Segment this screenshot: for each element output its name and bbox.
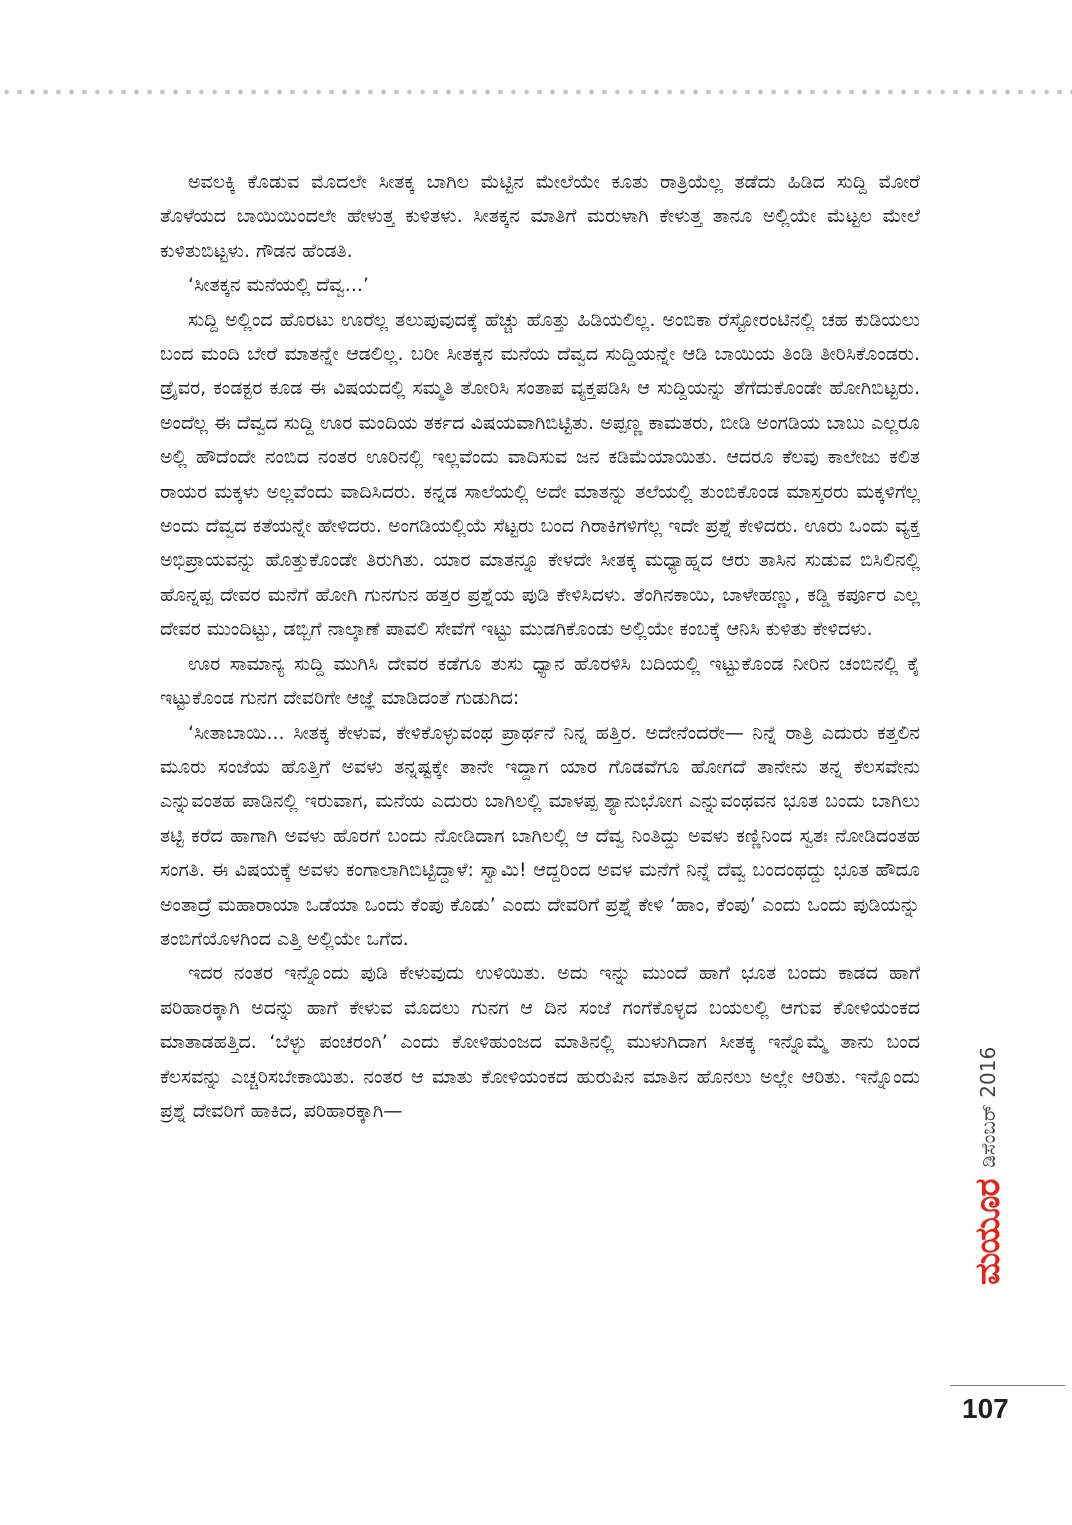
page-number-rule — [950, 1385, 1065, 1386]
page-number: 107 — [962, 1393, 1009, 1424]
magazine-side-label — [933, 1046, 1043, 1285]
article-paragraph-6: ಇದರ ನಂತರ ಇನ್ನೊಂದು ಪುಡಿ ಕೇಳುವುದು ಉಳಿಯಿತು. ಅದು ಇನ್ನು ಮುಂದೆ ಹಾಗೆ ಭೂತ ಬಂದು ಕಾಡದ ಹಾಗೆ ಪರಿಹಾರಕ್ಕಾಗಿ ಅದನ್ನು ಹಾಗೆ ಕೇಳುವ ಮೊದಲು ಗುನಗ ಆ ದಿನ ಸಂಜೆ ಗಂಗೆಕೊಳ್ಳದ ಬಯಲಲ್ಲಿ ಆಗುವ ಕೋಳಿಯಂಕದ ಮಾತಾಡಹತ್ತಿದ. ‘ಬೆಳ್ಳು ಪಂಚರಂಗಿ’ ಎಂದು ಕೋಳಿಹುಂಜದ ಮಾತಿನಲ್ಲಿ ಮುಳುಗಿದಾಗ ಸೀತಕ್ಕ ಇನ್ನೊಮ್ಮೆ ತಾನು ಬಂದ ಕೆಲಸವನ್ನು ಎಚ್ಚರಿಸಬೇಕಾಯಿತು. ನಂತರ ಆ ಮಾತು ಕೋಳಿಯಂಕದ ಹುರುಪಿನ ಮಾತಿನ ಹೊನಲು ಅಲ್ಲೇ ಆರಿತು. ಇನ್ನೊಂದು ಪ್ರಶ್ನೆ ದೇವರಿಗೆ ಹಾಕಿದ, ಪರಿಹಾರಕ್ಕಾಗಿ— — [160, 962, 920, 1122]
issue-date: ಡಿಸೆಂಬರ್ 2016 — [976, 1046, 1000, 1168]
article-paragraph-4: ಊರ ಸಾಮಾನ್ಯ ಸುದ್ದಿ ಮುಗಿಸಿ ದೇವರ ಕಡೆಗೂ ತುಸು ಧ್ಯಾನ ಹೊರಳಿಸಿ ಬದಿಯಲ್ಲಿ ಇಟ್ಟುಕೊಂಡ ನೀರಿನ ಚಂಬಿನಲ್ಲಿ ಕೈ ಇಟ್ಟುಕೊಂಡ ಗುನಗ ದೇವರಿಗೇ ಆಜ್ಞೆ ಮಾಡಿದಂತೆ ಗುಡುಗಿದ: — [160, 652, 920, 710]
dotted-header-rule — [0, 88, 1072, 96]
article-paragraph-1: ಅವಲಕ್ಕಿ ಕೊಡುವ ಮೊದಲೇ ಸೀತಕ್ಕ ಬಾಗಿಲ ಮೆಟ್ಟಿನ ಮೇಲೆಯೇ ಕೂತು ರಾತ್ರಿಯೆಲ್ಲ ತಡೆದು ಹಿಡಿದ ಸುದ್ದಿ ಮೋರೆ ತೊಳೆಯದ ಬಾಯಿಯಿಂದಲೇ ಹೇಳುತ್ತ ಕುಳಿತಳು. ಸೀತಕ್ಕನ ಮಾತಿಗೆ ಮರುಳಾಗಿ ಕೇಳುತ್ತ ತಾನೂ ಅಲ್ಲಿಯೇ ಮೆಟ್ಟಲ ಮೇಲೆ ಕುಳಿತುಬಿಟ್ಟಳು. ಗೌಡನ ಹೆಂಡತಿ. — [160, 171, 920, 262]
magazine-logo: ಮಯೂರ — [968, 1179, 1008, 1285]
article-paragraph-3: ಸುದ್ದಿ ಅಲ್ಲಿಂದ ಹೊರಟು ಊರೆಲ್ಲ ತಲುಪುವುದಕ್ಕೆ ಹೆಚ್ಚು ಹೊತ್ತು ಹಿಡಿಯಲಿಲ್ಲ. ಅಂಬಿಕಾ ರೆಸ್ಟೋರಂಟಿನಲ್ಲಿ ಚಹ ಕುಡಿಯಲು ಬಂದ ಮಂದಿ ಬೇರೆ ಮಾತನ್ನೇ ಆಡಲಿಲ್ಲ. ಬರೀ ಸೀತಕ್ಕನ ಮನೆಯ ದೆವ್ವದ ಸುದ್ದಿಯನ್ನೇ ಆಡಿ ಬಾಯಿಯ ತಿಂಡಿ ತೀರಿಸಿಕೊಂಡರು. ಡ್ರೈವರ, ಕಂಡಕ್ಟರ ಕೂಡ ಈ ವಿಷಯದಲ್ಲಿ ಸಮ್ಮತಿ ತೋರಿಸಿ ಸಂತಾಪ ವ್ಯಕ್ತಪಡಿಸಿ ಆ ಸುದ್ದಿಯನ್ನು ತೆಗೆದುಕೊಂಡೇ ಹೋಗಿಬಿಟ್ಟರು. ಅಂದೆಲ್ಲ ಈ ದೆವ್ವದ ಸುದ್ದಿ ಊರ ಮಂದಿಯ ತರ್ಕದ ವಿಷಯವಾಗಿಬಿಟ್ಟಿತು. ಅಪ್ಪಣ್ಣ ಕಾಮತರು, ಬೀಡಿ ಅಂಗಡಿಯ ಬಾಬು ಎಲ್ಲರೂ ಅಲ್ಲಿ ಹೌದೆಂದೇ ನಂಬಿದ ನಂತರ ಊರಿನಲ್ಲಿ ಇಲ್ಲವೆಂದು ವಾದಿಸುವ ಜನ ಕಡಿಮೆಯಾಯಿತು. ಆದರೂ ಕೆಲವು ಕಾಲೇಜು ಕಲಿತ ರಾಯರ ಮಕ್ಕಳು ಅಲ್ಲವೆಂದು ವಾದಿಸಿದರು. ಕನ್ನಡ ಸಾಲೆಯಲ್ಲಿ ಅದೇ ಮಾತನ್ನು ತಲೆಯಲ್ಲಿ ತುಂಬಿಕೊಂಡ ಮಾಸ್ತರರು ಮಕ್ಕಳಿಗೆಲ್ಲ ಅಂದು ದೆವ್ವದ ಕತೆಯನ್ನೇ ಹೇಳಿದರು. ಅಂಗಡಿಯಲ್ಲಿಯೆ ಸೆಟ್ಟರು ಬಂದ ಗಿರಾಕಿಗಳಿಗೆಲ್ಲ ಇದೇ ಪ್ರಶ್ನೆ ಕೇಳಿದರು. ಊರು ಒಂದು ವ್ಯಕ್ತ ಅಭಿಪ್ರಾಯವನ್ನು ಹೊತ್ತುಕೊಂಡೇ ತಿರುಗಿತು. ಯಾರ ಮಾತನ್ನೂ ಕೇಳದೇ ಸೀತಕ್ಕ ಮಧ್ಯಾಹ್ನದ ಆರು ತಾಸಿನ ಸುಡುವ ಬಿಸಿಲಿನಲ್ಲಿ ಹೊನ್ನಪ್ಪ ದೇವರ ಮನೆಗೆ ಹೋಗಿ ಗುನಗುನ ಹತ್ತರ ಪ್ರಶ್ನೆಯ ಪುಡಿ ಕೇಳಿಸಿದಳು. ತೆಂಗಿನಕಾಯಿ, ಬಾಳೇಹಣ್ಣು, ಕಡ್ಡಿ ಕರ್ಪೂರ ಎಲ್ಲ ದೇವರ ಮುಂದಿಟ್ಟು, ಡಬ್ಬಿಗೆ ನಾಲ್ಕಾಣೆ ಪಾವಲಿ ಸೇವೆಗೆ ಇಟ್ಟು ಮುಡಗಿಕೊಂಡು ಅಲ್ಲಿಯೇ ಕಂಬಕ್ಕೆ ಆನಿಸಿ ಕುಳಿತು ಕೇಳಿದಳು. — [160, 308, 920, 641]
article-body — [160, 165, 920, 1128]
article-paragraph-5: ‘ಸೀತಾಬಾಯಿ... ಸೀತಕ್ಕ ಕೇಳುವ, ಕೇಳಿಕೊಳ್ಳುವಂಥ ಪ್ರಾರ್ಥನೆ ನಿನ್ನ ಹತ್ತಿರ. ಅದೇನೆಂದರೇ— ನಿನ್ನೆ ರಾತ್ರಿ ಎದುರು ಕತ್ತಲಿನ ಮೂರು ಸಂಜೆಯ ಹೊತ್ತಿಗೆ ಅವಳು ತನ್ನಷ್ಟಕ್ಕೇ ತಾನೇ ಇದ್ದಾಗ ಯಾರ ಗೊಡವೆಗೂ ಹೋಗದೆ ತಾನೇನು ತನ್ನ ಕೆಲಸವೇನು ಎನ್ನುವಂತಹ ಪಾಡಿನಲ್ಲಿ ಇರುವಾಗ, ಮನೆಯ ಎದುರು ಬಾಗಿಲಲ್ಲಿ ಮಾಳಪ್ಪ ಶ್ಯಾನುಭೋಗ ಎನ್ನುವಂಥವನ ಭೂತ ಬಂದು ಬಾಗಿಲು ತಟ್ಟಿ ಕರೆದ ಹಾಗಾಗಿ ಅವಳು ಹೊರಗೆ ಬಂದು ನೋಡಿದಾಗ ಬಾಗಿಲಲ್ಲಿ ಆ ದೆವ್ವ ನಿಂತಿದ್ದು ಅವಳು ಕಣ್ಣಿನಿಂದ ಸ್ವತಃ ನೋಡಿದಂತಹ ಸಂಗತಿ. ಈ ವಿಷಯಕ್ಕೆ ಅವಳು ಕಂಗಾಲಾಗಿಬಿಟ್ಟಿದ್ದಾಳೆ: ಸ್ವಾಮಿ! ಆದ್ದರಿಂದ ಅವಳ ಮನೆಗೆ ನಿನ್ನೆ ದೆವ್ವ ಬಂದಂಥದ್ದು ಭೂತ ಹೌದೂ ಅಂತಾದ್ರೆ ಮಹಾರಾಯಾ ಒಡೆಯಾ ಒಂದು ಕೆಂಪು ಕೊಡು’ ಎಂದು ದೇವರಿಗೆ ಪ್ರಶ್ನೆ ಕೇಳಿ ‘ಹಾಂ, ಕೆಂಪು’ ಎಂದು ಒಂದು ಪುಡಿಯನ್ನು ತಂಬಿಗೆಯೊಳಗಿಂದ ಎತ್ತಿ ಅಲ್ಲಿಯೇ ಒಗೆದ. — [160, 721, 920, 950]
article-paragraph-2: ‘ಸೀತಕ್ಕನ ಮನೆಯಲ್ಲಿ ದೆವ್ವ...’ — [188, 274, 369, 297]
